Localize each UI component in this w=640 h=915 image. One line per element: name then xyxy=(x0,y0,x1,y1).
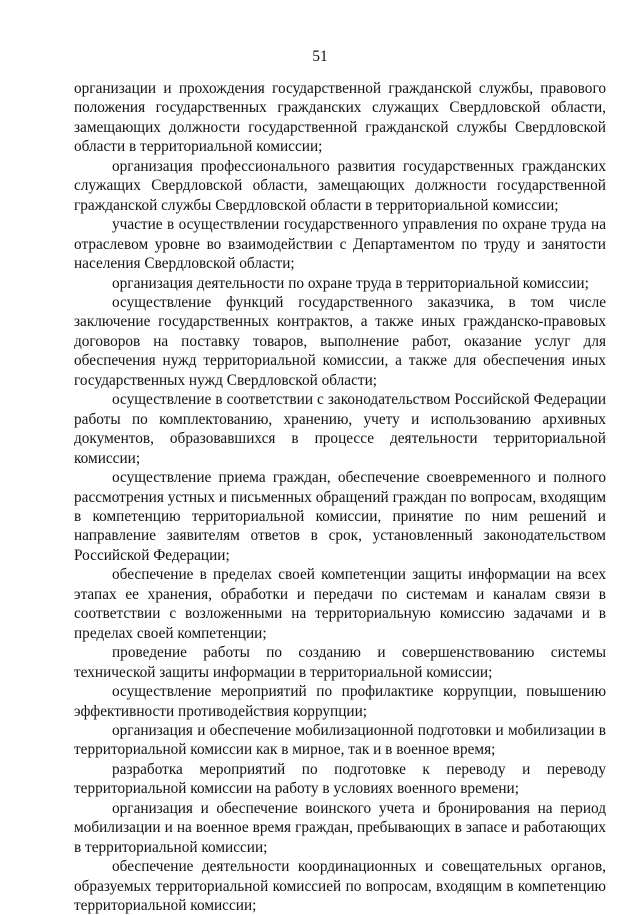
paragraph: осуществление приема граждан, обеспечение своевременного и полного рассмотрения устных и письменных обращений граждан по вопросам, входящим в компетенцию территориальной комиссии, принятие по ним решений и направление заявителям ответов в срок, установленный законодательством Российской Федерации; xyxy=(74,469,606,564)
paragraph: участие в осуществлении государственного управления по охране труда на отраслевом уровне во взаимодействии с Департаментом по труду и занятости населения Свердловской области; xyxy=(74,216,606,273)
paragraph: обеспечение деятельности координационных и совещательных органов, образуемых территориальной комиссией по вопросам, входящим в компетенцию территориальной комиссии; xyxy=(74,858,606,915)
paragraph: разработка мероприятий по подготовке к переводу и переводу территориальной комиссии на работу в условиях военного времени; xyxy=(74,760,606,798)
paragraph: организация и обеспечение мобилизационной подготовки и мобилизации в территориальной комиссии как в мирное, так и в военное время; xyxy=(74,721,606,759)
paragraph: организация и обеспечение воинского учета и бронирования на период мобилизации и на военное время граждан, пребывающих в запасе и работающих в территориальной комиссии; xyxy=(74,799,606,856)
paragraph: обеспечение в пределах своей компетенции защиты информации на всех этапах ее хранения, обработки и передачи по системам и каналам связи в соответствии с возложенными на территориальную комиссию задачами и в пределах своей компетенции; xyxy=(74,566,606,642)
paragraph: осуществление функций государственного заказчика, в том числе заключение государственных контрактов, а также иных гражданско-правовых договоров на поставку товаров, выполнение работ, оказание услуг для обеспечения нужд территориальной комиссии, а также для обеспечения иных государственных нужд Свердловской области; xyxy=(74,293,606,389)
document-body xyxy=(74,79,606,915)
page-number: 51 xyxy=(312,48,328,65)
paragraph: организация деятельности по охране труда в территориальной комиссии; xyxy=(112,274,589,292)
paragraph: организация профессионального развития государственных гражданских служащих Свердловской области, замещающих должности государственной гражданской службы Свердловской области в территориальной комиссии; xyxy=(74,157,606,214)
paragraph: осуществление мероприятий по профилактике коррупции, повышению эффективности противодействия коррупции; xyxy=(74,683,606,720)
paragraph: организации и прохождения государственной гражданской службы, правового положения государственных гражданских служащих Свердловской области, замещающих должности государственной гражданской службы Свердловской области в территориальной комиссии; xyxy=(74,80,606,156)
paragraph: осуществление в соответствии с законодательством Российской Федерации работы по комплектованию, хранению, учету и использованию архивных документов, образовавшихся в процессе деятельности территориальной комиссии; xyxy=(74,391,606,467)
paragraph: проведение работы по созданию и совершенствованию системы технической защиты информации в территориальной комиссии; xyxy=(74,644,606,681)
